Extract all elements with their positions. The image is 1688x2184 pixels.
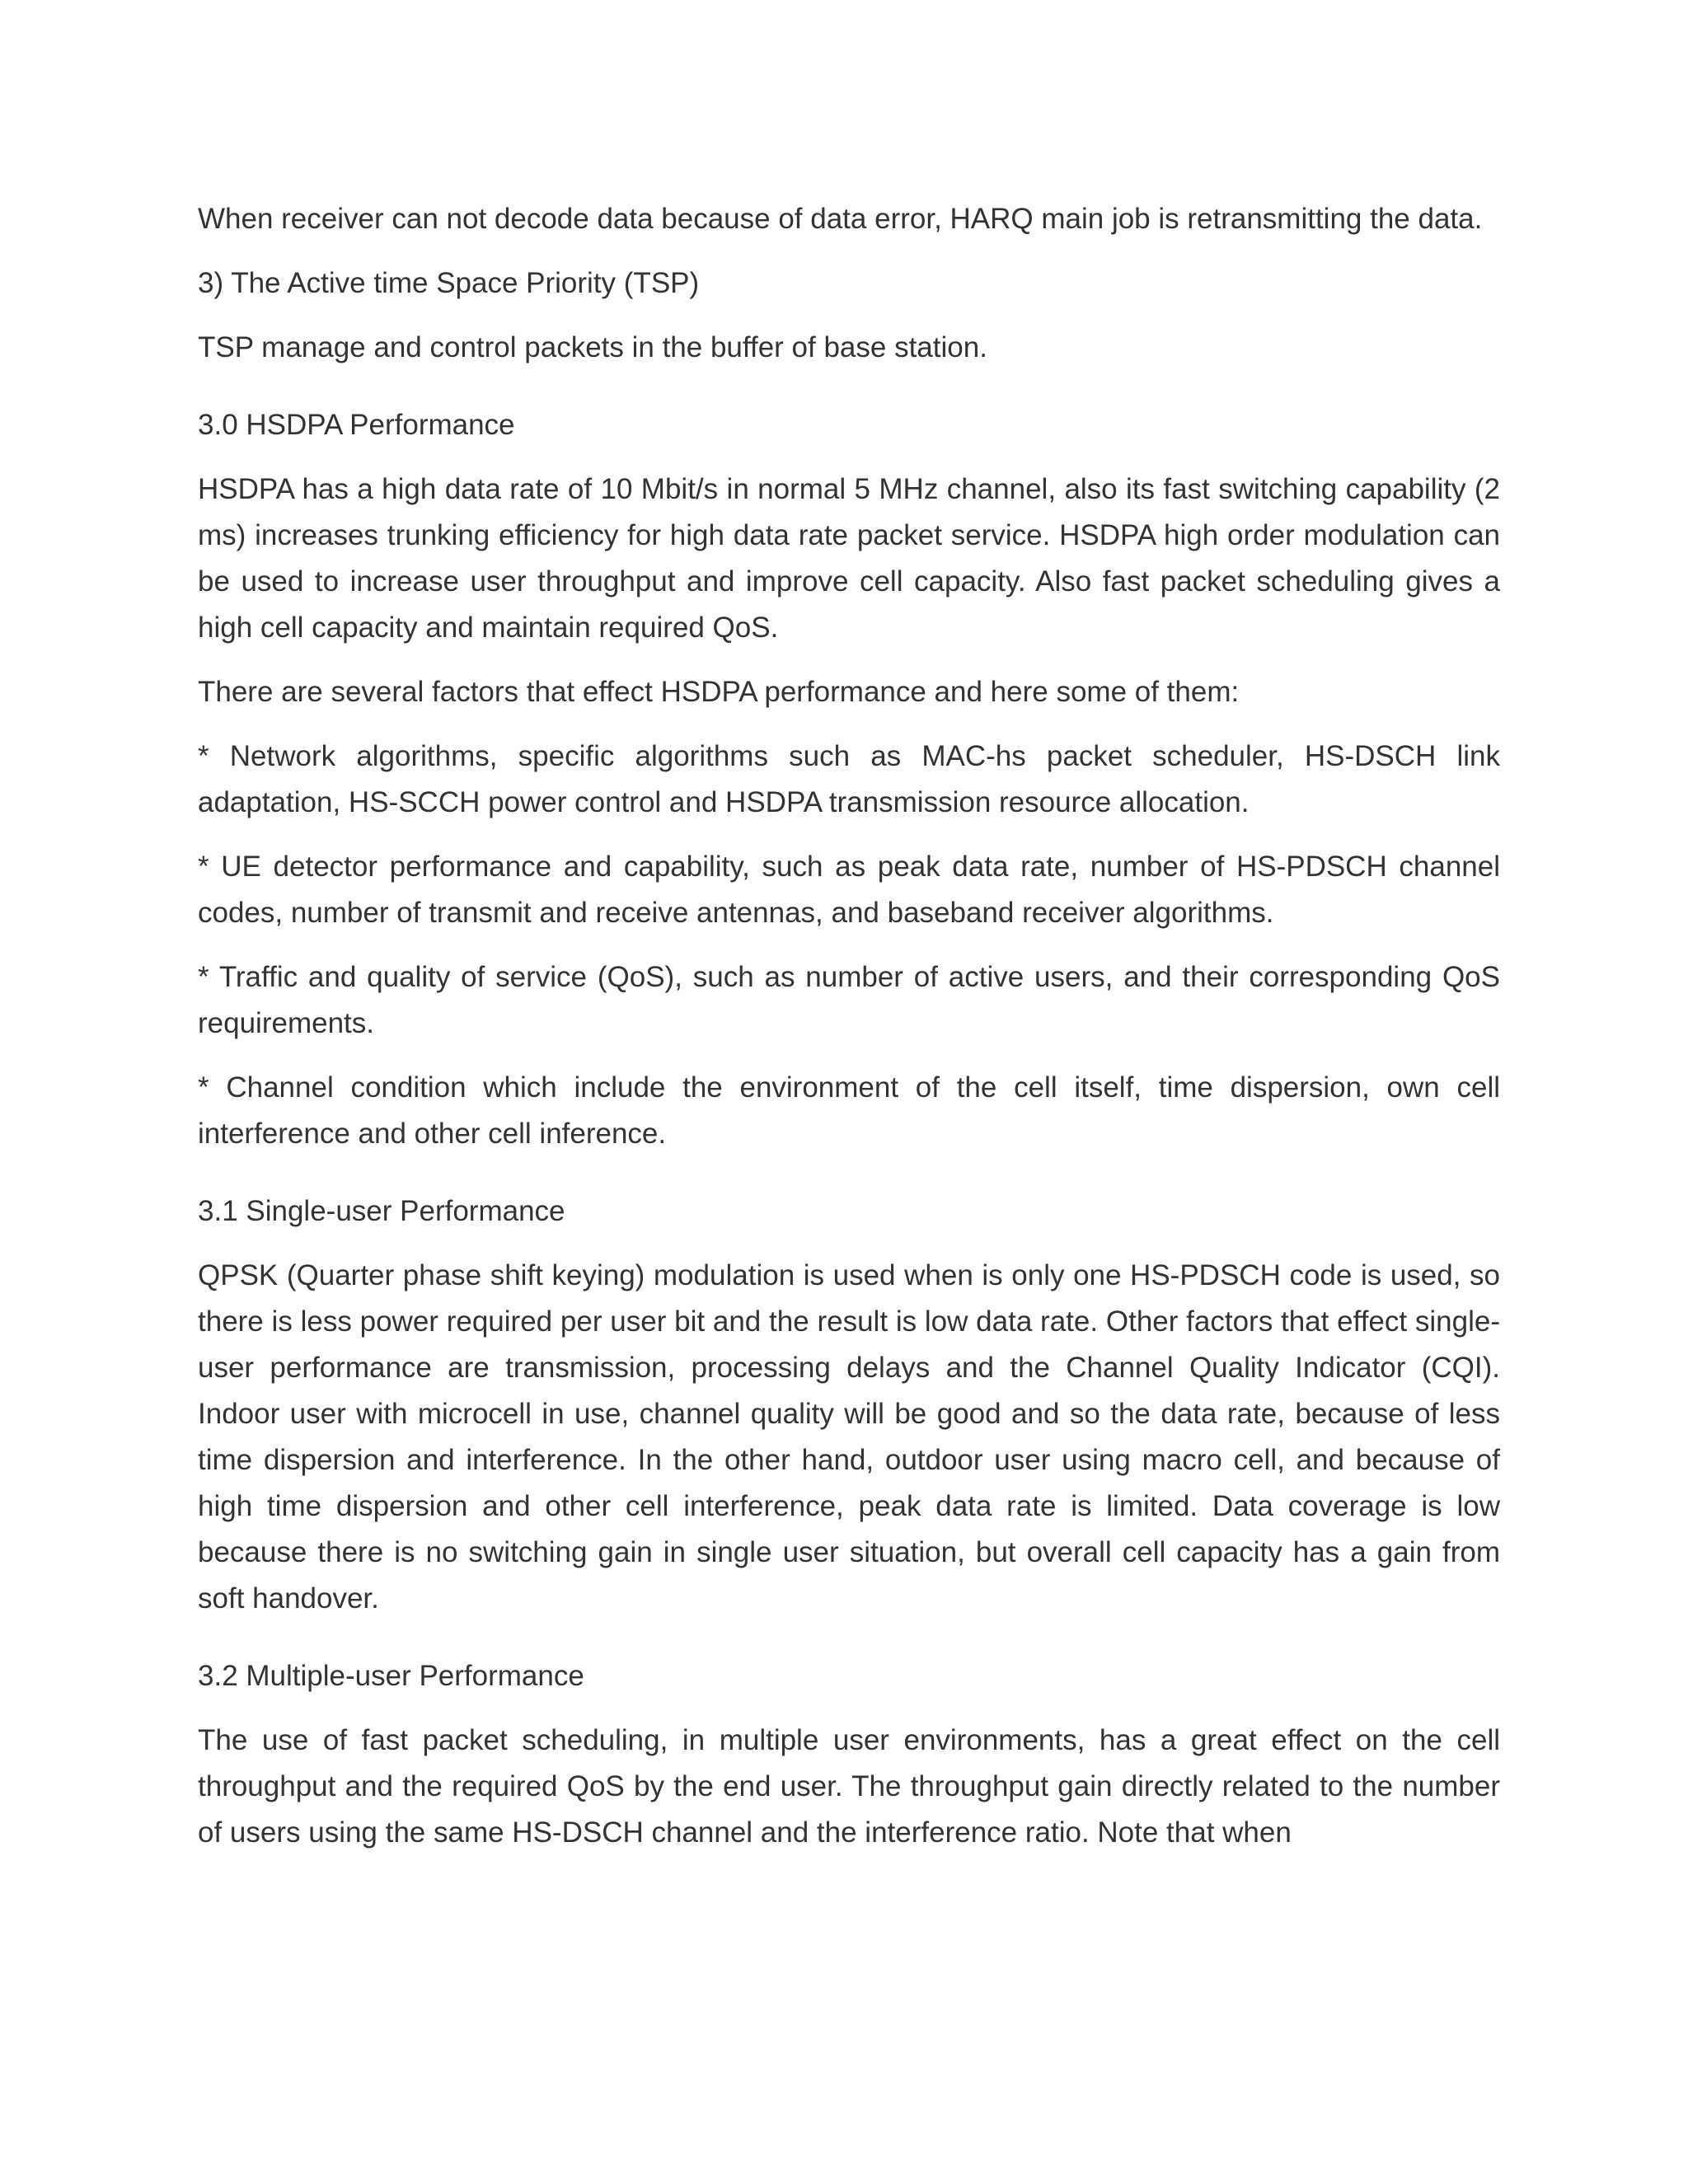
section-heading-multiple-user: 3.2 Multiple-user Performance [198, 1660, 584, 1692]
paragraph-factors-intro: There are several factors that effect HSDPA performance and here some of them: [198, 676, 1240, 708]
bullet-ue-detector: * UE detector performance and capability, such as peak data rate, number of HS-PDSCH channel codes, number of transmit and receive antennas, and baseband receiver algorithms. [198, 851, 1500, 929]
bullet-network-algorithms: * Network algorithms, specific algorithms such as MAC-hs packet scheduler, HS-DSCH link adaptation, HS-SCCH power control and HSDPA transmission resource allocation. [198, 740, 1500, 818]
paragraph-harq-retransmit: When receiver can not decode data because of data error, HARQ main job is retransmitting the data. [198, 203, 1483, 235]
document-page [198, 196, 1500, 1874]
paragraph-tsp-item: 3) The Active time Space Priority (TSP) [198, 267, 700, 299]
paragraph-multiple-user: The use of fast packet scheduling, in multiple user environments, has a great effect on the cell throughput and the required QoS by the end user. The throughput gain directly related to the number of users using the same HS-DSCH channel and the interference ratio. Note that when [198, 1724, 1500, 1849]
section-heading-single-user: 3.1 Single-user Performance [198, 1195, 565, 1227]
paragraph-hsdpa-performance: HSDPA has a high data rate of 10 Mbit/s in normal 5 MHz channel, also its fast switching capability (2 ms) increases trunking efficiency for high data rate packet service. HSDPA high order modulation can be used to increase user throughput and improve cell capacity. Also fast packet scheduling gives a high cell capacity and maintain required QoS. [198, 473, 1500, 644]
section-heading-hsdpa-performance: 3.0 HSDPA Performance [198, 409, 515, 441]
paragraph-single-user: QPSK (Quarter phase shift keying) modulation is used when is only one HS-PDSCH code is used, so there is less power required per user bit and the result is low data rate. Other factors that effect single-user performance are transmission, processing delays and the Channel Quality Indicator (CQI). Indoor user with microcell in use, channel quality will be good and so the data rate, because of less time dispersion and interference. In the other hand, outdoor user using macro cell, and because of high time dispersion and other cell interference, peak data rate is limited. Data coverage is low because there is no switching gain in single user situation, but overall cell capacity has a gain from soft handover. [198, 1259, 1500, 1615]
paragraph-tsp-description: TSP manage and control packets in the buffer of base station. [198, 331, 987, 363]
bullet-channel-condition: * Channel condition which include the environment of the cell itself, time dispersion, own cell interference and other cell inference. [198, 1071, 1500, 1150]
bullet-traffic-qos: * Traffic and quality of service (QoS), such as number of active users, and their corresponding QoS requirements. [198, 961, 1500, 1039]
